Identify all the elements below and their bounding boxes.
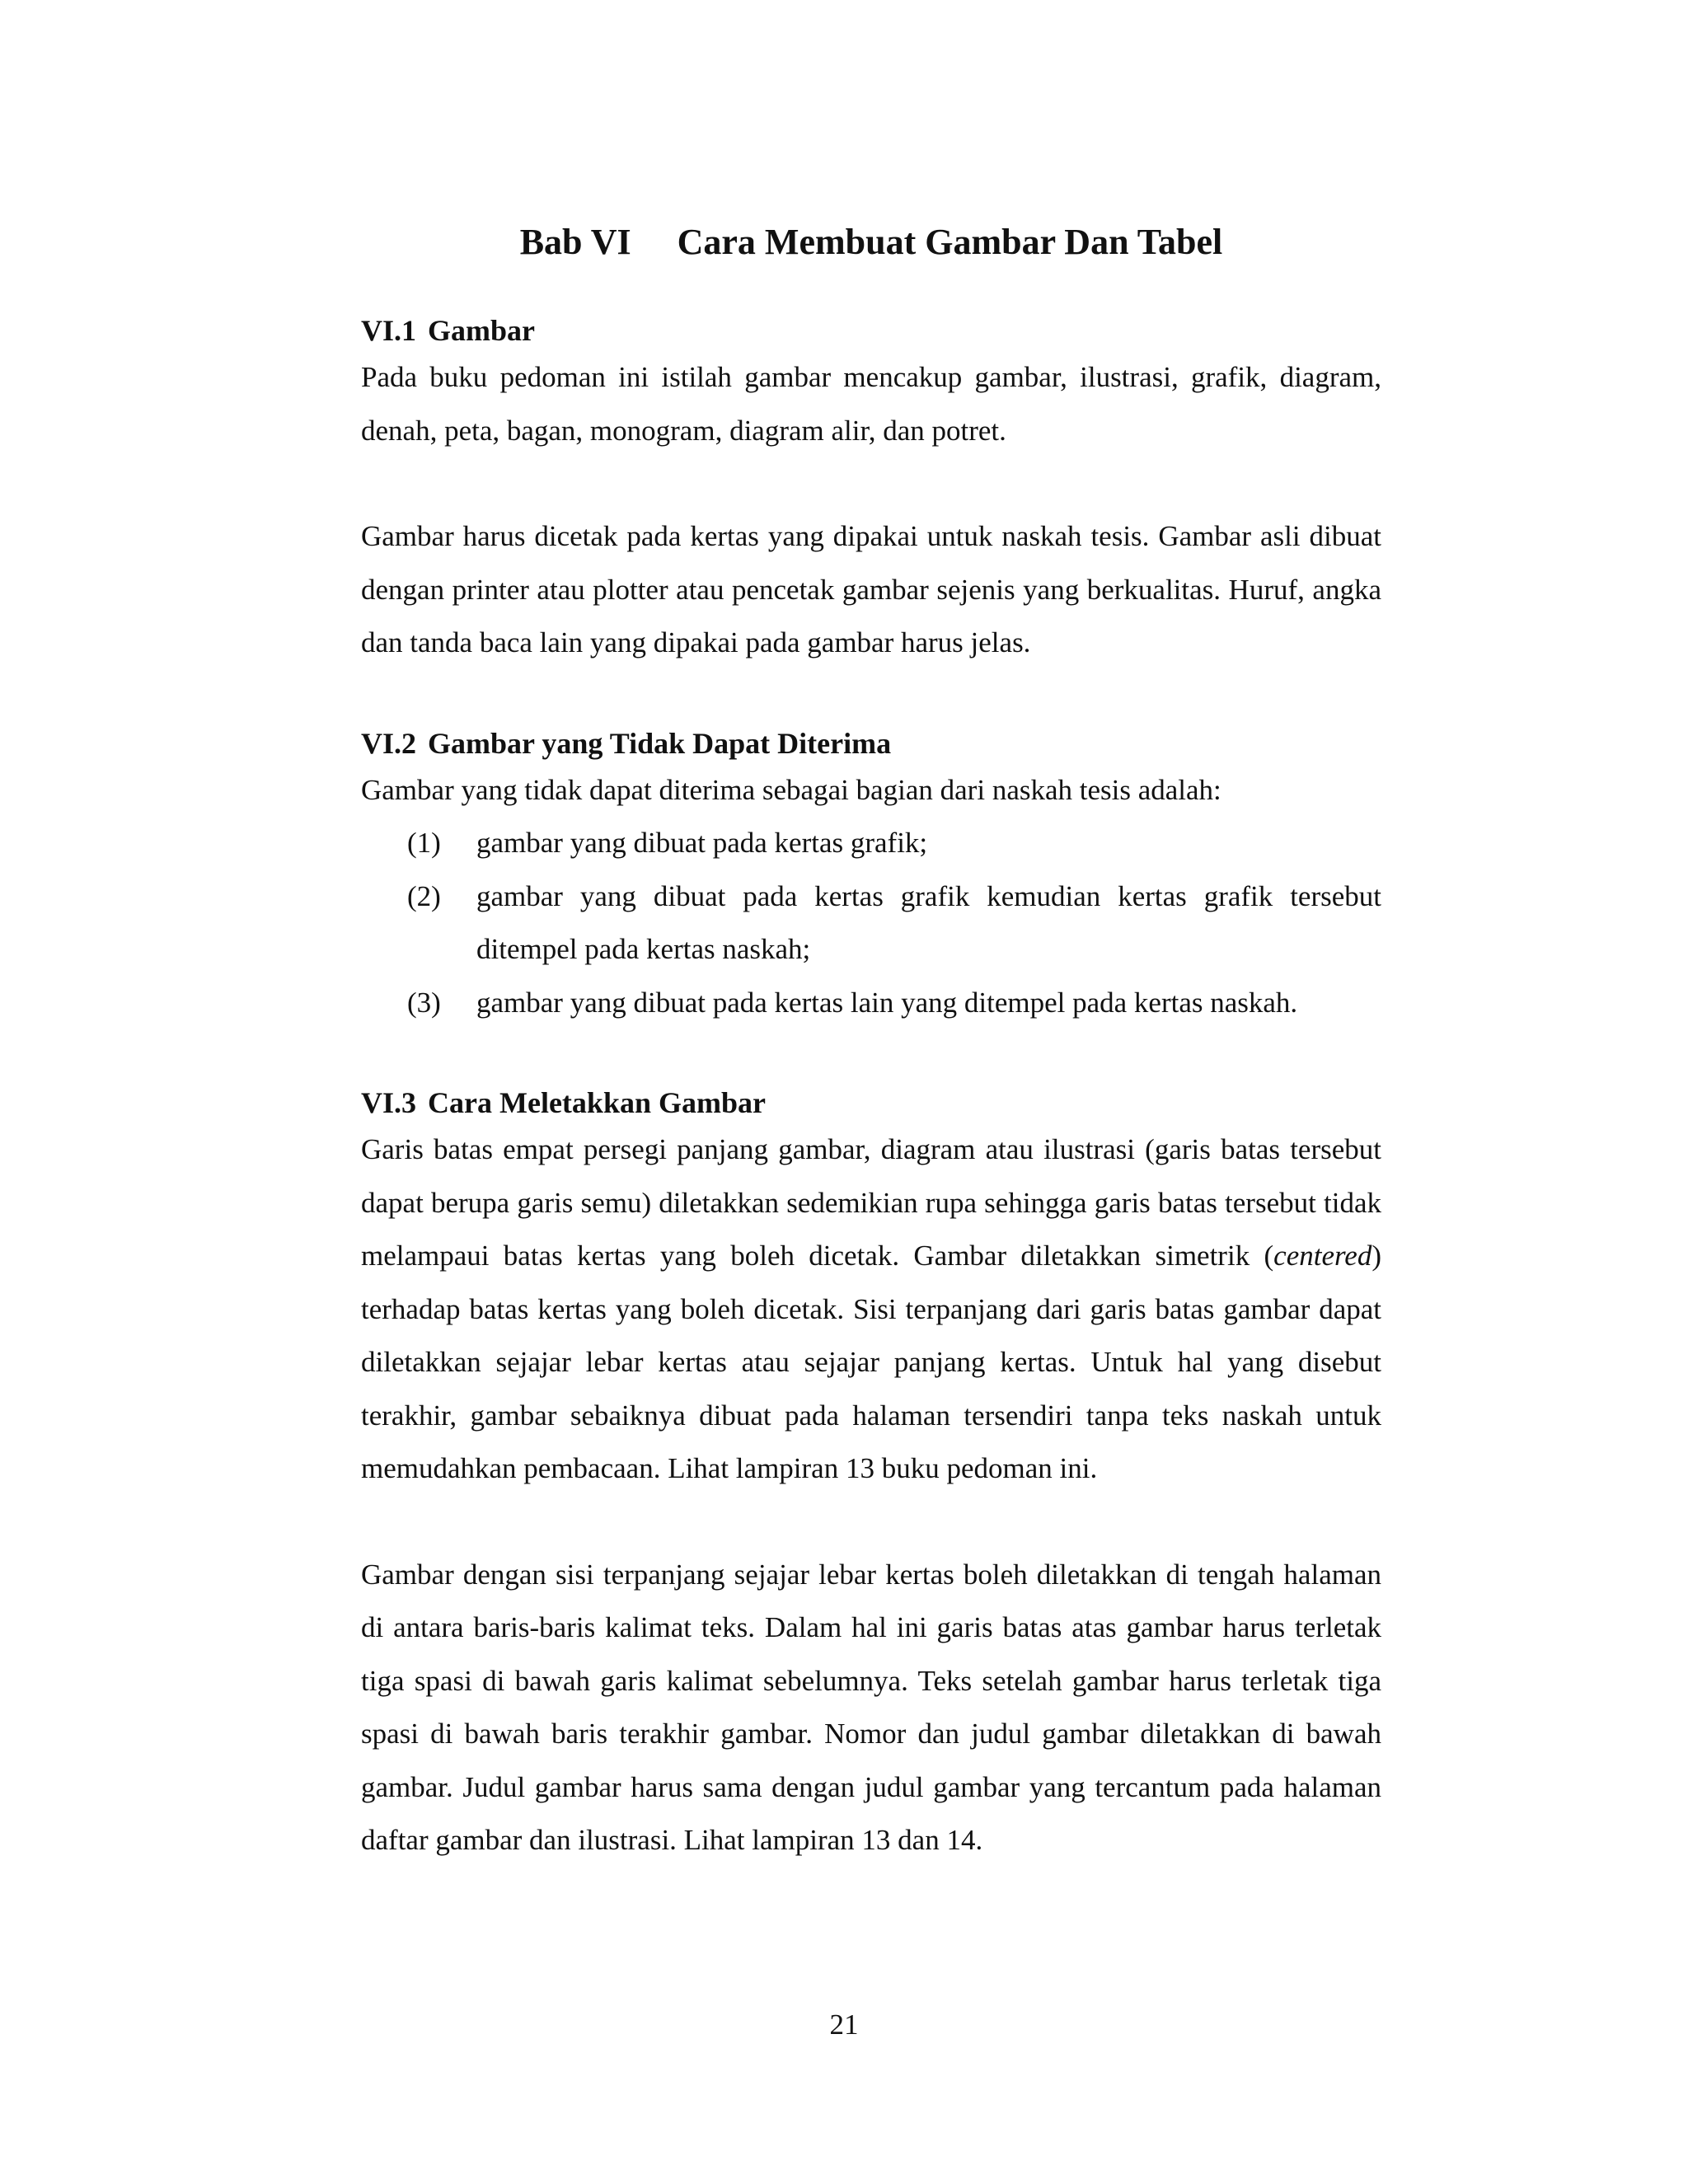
italic-term: centered	[1273, 1240, 1372, 1272]
section-heading	[361, 310, 1381, 351]
list-intro: Gambar yang tidak dapat diterima sebagai bagian dari naskah tesis adalah:	[361, 773, 1221, 806]
list-item-number: (2)	[407, 879, 441, 912]
chapter-number: Bab VI	[519, 222, 631, 262]
list-item-text: gambar yang dibuat pada kertas lain yang ditempel pada kertas naskah.	[476, 986, 1298, 1019]
section-title: Cara Meletakkan Gambar	[428, 1086, 766, 1119]
list-item	[361, 817, 1381, 870]
list-item-number: (1)	[407, 827, 441, 859]
numbered-list	[361, 817, 1381, 1029]
paragraph-spacer	[361, 457, 1381, 510]
section-number: VI.3	[361, 1086, 417, 1119]
section-gambar-tidak-diterima	[361, 723, 1381, 1030]
list-item-text: gambar yang dibuat pada kertas grafik kemudian kertas grafik tersebut ditempel pada kertas naskah;	[476, 879, 1381, 965]
paragraph: Gambar dengan sisi terpanjang sejajar lebar kertas boleh diletakkan di tengah halaman di antara baris-baris kalimat teks. Dalam hal ini garis batas atas gambar harus terletak tiga spasi di bawah garis kalimat sebelumnya. Teks setelah gambar harus terletak tiga spasi di bawah baris terakhir gambar. Nomor dan judul gambar diletakkan di bawah gambar. Judul gambar harus sama dengan judul gambar yang tercantum pada halaman daftar gambar dan ilustrasi. Lihat lampiran 13 dan 14.	[361, 1558, 1381, 1856]
list-item	[361, 977, 1381, 1030]
chapter-name: Cara Membuat Gambar Dan Tabel	[677, 222, 1223, 262]
section-cara-meletakkan-gambar	[361, 1082, 1381, 1868]
list-item-text: gambar yang dibuat pada kertas grafik;	[476, 827, 928, 859]
section-title: Gambar yang Tidak Dapat Diterima	[428, 726, 892, 760]
section-title: Gambar	[428, 314, 536, 347]
paragraph-text: ) terhadap batas kertas yang boleh dicetak. Sisi terpanjang dari garis batas gambar dapat diletakkan sejajar lebar kertas atau sejajar panjang kertas. Untuk hal yang disebut terakhir, gambar sebaiknya dibuat pada halaman tersendiri tanpa teks naskah untuk memudahkan pembacaan. Lihat lampiran 13 buku pedoman ini.	[361, 1240, 1381, 1484]
section-spacer	[361, 670, 1381, 723]
paragraph: Pada buku pedoman ini istilah gambar mencakup gambar, ilustrasi, grafik, diagram, denah, peta, bagan, monogram, diagram alir, dan potret.	[361, 361, 1381, 447]
section-number: VI.2	[361, 726, 417, 760]
list-item	[361, 870, 1381, 977]
chapter-title	[361, 213, 1381, 272]
paragraph: Gambar harus dicetak pada kertas yang dipakai untuk naskah tesis. Gambar asli dibuat dengan printer atau plotter atau pencetak gambar sejenis yang berkualitas. Huruf, angka dan tanda baca lain yang dipakai pada gambar harus jelas.	[361, 520, 1381, 658]
paragraph	[361, 1123, 1381, 1496]
page-content	[361, 310, 1381, 1868]
section-number: VI.1	[361, 314, 417, 347]
list-item-number: (3)	[407, 986, 441, 1019]
section-heading	[361, 1082, 1381, 1123]
paragraph-spacer	[361, 1496, 1381, 1549]
section-heading	[361, 723, 1381, 764]
paragraph-text: Garis batas empat persegi panjang gambar, diagram atau ilustrasi (garis batas tersebut dapat berupa garis semu) diletakkan sedemikian rupa sehingga garis batas tersebut tidak melampaui batas kertas yang boleh dicetak. Gambar diletakkan simetrik (	[361, 1133, 1381, 1272]
section-spacer	[361, 1029, 1381, 1082]
page-number: 21	[829, 2008, 859, 2041]
section-gambar	[361, 310, 1381, 670]
